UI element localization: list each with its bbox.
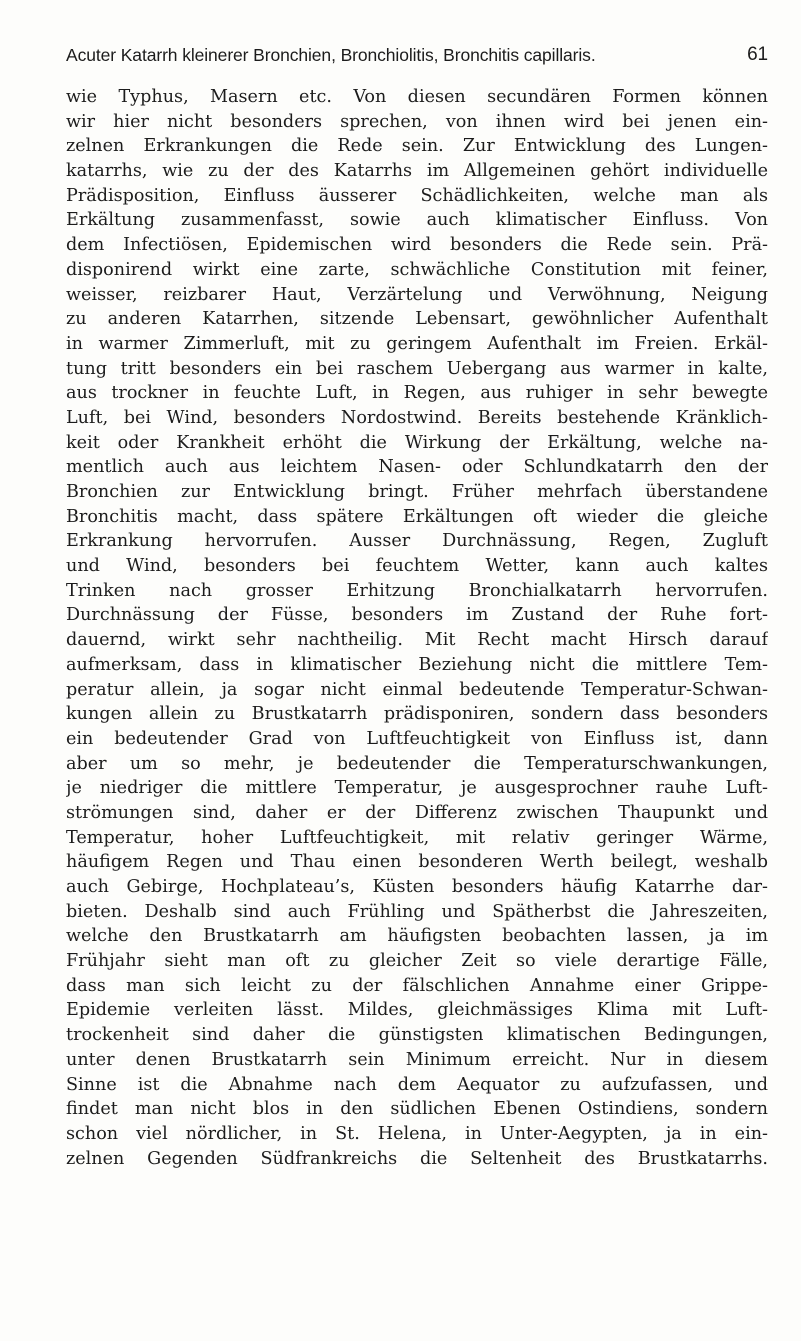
running-head <box>66 42 768 68</box>
text-line: Erkältung zusammenfasst, sowie auch klimatischer Einfluss. Von <box>66 210 768 231</box>
text-line: keit oder Krankheit erhöht die Wirkung der Erkältung, welche na- <box>66 432 768 453</box>
text-line: dass man sich leicht zu der fälschlichen Annahme einer Grippe- <box>66 975 768 996</box>
text-line: wir hier nicht besonders sprechen, von ihnen wird bei jenen ein- <box>66 111 768 132</box>
text-line: aber um so mehr, je bedeutender die Temperaturschwankungen, <box>66 753 768 774</box>
text-line: peratur allein, ja sogar nicht einmal bedeutende Temperatur-Schwan- <box>66 679 768 700</box>
text-line: Temperatur, hoher Luftfeuchtigkeit, mit relativ geringer Wärme, <box>66 827 768 848</box>
text-line: zelnen Erkrankungen die Rede sein. Zur Entwicklung des Lungen- <box>66 136 768 157</box>
text-line: Prädisposition, Einfluss äusserer Schädlichkeiten, welche man als <box>66 185 768 206</box>
text-line: katarrhs, wie zu der des Katarrhs im Allgemeinen gehört individuelle <box>66 161 768 182</box>
text-line: aus trockner in feuchte Luft, in Regen, aus ruhiger in sehr bewegte <box>66 383 768 404</box>
text-line: dauernd, wirkt sehr nachtheilig. Mit Recht macht Hirsch darauf <box>66 630 768 651</box>
text-line: trockenheit sind daher die günstigsten klimatischen Bedingungen, <box>66 1025 768 1046</box>
text-line: ein bedeutender Grad von Luftfeuchtigkeit von Einfluss ist, dann <box>66 728 768 749</box>
text-line: welche den Brustkatarrh am häufigsten beobachten lassen, ja im <box>66 926 768 947</box>
text-line: tung tritt besonders ein bei raschem Uebergang aus warmer in kalte, <box>66 358 768 379</box>
text-line: disponirend wirkt eine zarte, schwächliche Constitution mit feiner, <box>66 259 768 280</box>
running-head-title: Acuter Katarrh kleinerer Bronchien, Bronchiolitis, Bronchitis capillaris. <box>66 45 596 65</box>
text-line: aufmerksam, dass in klimatischer Beziehung nicht die mittlere Tem- <box>66 654 768 675</box>
text-line: in warmer Zimmerluft, mit zu geringem Aufenthalt im Freien. Erkäl- <box>66 333 768 354</box>
text-line: bieten. Deshalb sind auch Frühling und Spätherbst die Jahreszeiten, <box>66 901 768 922</box>
text-line: und Wind, besonders bei feuchtem Wetter, kann auch kaltes <box>66 556 768 577</box>
text-line: Trinken nach grosser Erhitzung Bronchialkatarrh hervorrufen. <box>66 580 768 601</box>
text-line: Bronchitis macht, dass spätere Erkältungen oft wieder die gleiche <box>66 506 768 527</box>
text-line: Epidemie verleiten lässt. Mildes, gleichmässiges Klima mit Luft- <box>66 1000 768 1021</box>
text-line: Bronchien zur Entwicklung bringt. Früher mehrfach überstandene <box>66 482 768 502</box>
text-line: weisser, reizbarer Haut, Verzärtelung und Verwöhnung, Neigung <box>66 284 768 305</box>
text-line: Sinne ist die Abnahme nach dem Aequator zu aufzufassen, und <box>66 1074 768 1095</box>
text-line: Luft, bei Wind, besonders Nordostwind. Bereits bestehende Kränklich- <box>66 407 768 428</box>
page-number: 61 <box>747 44 768 65</box>
text-line: findet man nicht blos in den südlichen Ebenen Ostindiens, sondern <box>66 1099 768 1120</box>
text-line: zelnen Gegenden Südfrankreichs die Seltenheit des Brustkatarrhs. <box>66 1148 768 1169</box>
text-line: dem Infectiösen, Epidemischen wird besonders die Rede sein. Prä- <box>66 235 768 256</box>
body-text <box>66 85 768 1171</box>
text-line: kungen allein zu Brustkatarrh prädisponiren, sondern dass besonders <box>66 704 768 725</box>
text-line: strömungen sind, daher er der Differenz zwischen Thaupunkt und <box>66 802 768 823</box>
text-line: zu anderen Katarrhen, sitzende Lebensart, gewöhnlicher Aufenthalt <box>66 309 768 330</box>
text-line: schon viel nördlicher, in St. Helena, in Unter-Aegypten, ja in ein- <box>66 1123 768 1144</box>
text-line: Erkrankung hervorrufen. Ausser Durchnässung, Regen, Zugluft <box>66 531 768 552</box>
text-line: mentlich auch aus leichtem Nasen- oder Schlundkatarrh den der <box>66 457 768 478</box>
text-line: wie Typhus, Masern etc. Von diesen secundären Formen können <box>66 87 768 107</box>
text-line: Durchnässung der Füsse, besonders im Zustand der Ruhe fort- <box>66 605 768 626</box>
text-line: je niedriger die mittlere Temperatur, je ausgesprochner rauhe Luft- <box>66 778 768 799</box>
text-line: unter denen Brustkatarrh sein Minimum erreicht. Nur in diesem <box>66 1049 768 1070</box>
text-line: häufigem Regen und Thau einen besonderen Werth beilegt, weshalb <box>66 852 768 873</box>
text-line: auch Gebirge, Hochplateau’s, Küsten besonders häufig Katarrhe dar- <box>66 877 768 897</box>
text-line: Frühjahr sieht man oft zu gleicher Zeit so viele derartige Fälle, <box>66 951 768 972</box>
